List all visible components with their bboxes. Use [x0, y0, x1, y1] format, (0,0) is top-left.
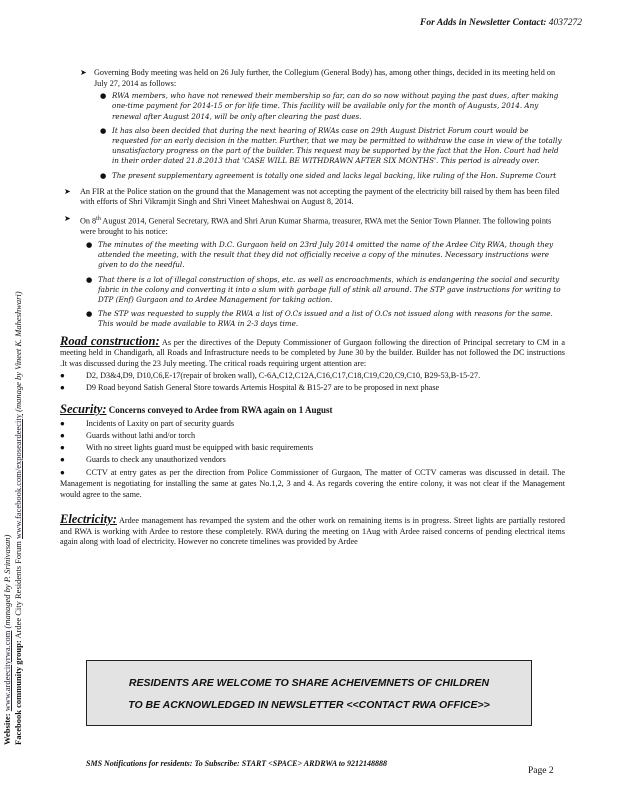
arrow-bullet-icon: ➤ [64, 186, 71, 196]
list-item: ● With no street lights guard must be equipped with basic requirements [60, 442, 314, 452]
list-item: ● D2, D3&4,D9, D10,C6,E-17(repair of broken wall), C-6A,C12,C12A,C16,C17,C18,C19,C20,C9,C10, B29-53,B-15-27. [60, 371, 481, 381]
list-item: ● Guards to check any unauthorized vendors [60, 454, 226, 464]
sidebar-website-line [2, 145, 13, 745]
sidebar-vertical [2, 145, 24, 745]
aug8-text: On 8th August 2014, General Secretary, RWA and Shri Arun Kumar Sharma, treasurer, RWA met the Senior Town Planner. The following points were brought to his notice: [80, 216, 552, 237]
website-link[interactable]: www.ardeecityrwa.com [2, 630, 12, 712]
aug8-points [80, 240, 565, 330]
page-number: Page 2 [528, 766, 554, 776]
list-item: ● It has also been decided that during the next hearing of RWAs case on 29th August District Forum court would be requested for an early decision in the matter. Further, that we may be permitted to withdraw the case in view of the totally unsatisfactory progress on the part of the builder. This request may be supported by the fact that the Hon. Court had held in their order dated 21.8.2013 that 'CASE WILL BE WITHDRAWN AFTER SIX MONTHS'. This period is already over. [100, 125, 562, 166]
road-section [60, 333, 565, 394]
list-item: ● The present supplementary agreement is totally one sided and lacks legal backing, like ruling of the Hon. Supreme Court [100, 170, 557, 180]
list-item: ● That there is a lot of illegal construction of shops, etc. as well as encroachments, which is endangering the social and security fabric in the colony and converting it into a slum with garbage full of stink all around. The STP gave instructions for writing to DTP (Enf) Gurgaon and to Ardee Management for taking action. [86, 274, 561, 304]
arrow-bullet-icon: ➤ [80, 68, 87, 77]
security-subtitle: Concerns conveyed to Ardee from RWA again on 1 August [106, 405, 333, 416]
facebook-label: Facebook community group: [13, 640, 23, 745]
electricity-section [60, 514, 565, 548]
header-contact [420, 18, 582, 28]
list-item: ● The minutes of the meeting with D.C. Gurgaon held on 23rd July 2014 omitted the name of the Ardee City RWA, though they attended the meeting, with the result that they did not officially receive a copy of the minutes. Necessary instructions were given to do the needful. [86, 239, 554, 270]
security-title: Security: [60, 402, 107, 417]
list-item: ● RWA members, who have not renewed their membership so far, can do so now without paying the past dues, after making one-time payment for 2014-15 or for life time. This facility will be available only for the month of Augusts, 2014. Any renewal after August 2014, will be only after clearing the past dues. [100, 91, 559, 121]
website-label: Website: [2, 713, 12, 745]
notice-line-1: RESIDENTS ARE WELCOME TO SHARE ACHEIVEMNETS OF CHILDREN [128, 677, 490, 689]
notice-line-2: TO BE ACKNOWLEDGED IN NEWSLETTER <<CONTACT RWA OFFICE>> [128, 699, 490, 711]
list-item: ● D9 Road beyond Satish General Store towards Artemis Hospital & B15-27 are to be proposed in next phase [60, 383, 440, 393]
facebook-link[interactable]: www.facebook.com/exposeardeecity [13, 414, 23, 540]
road-title: Road construction: [60, 333, 160, 348]
header-text: For Adds in Newsletter Contact: [420, 18, 549, 28]
governing-intro: Governing Body meeting was held on 26 July further, the Collegium (General Body) has, among other things, decided in its meeting held on July 27, 2014 as follows: [94, 68, 556, 88]
security-list [60, 419, 565, 466]
list-item: ● Incidents of Laxity on part of security guards [60, 418, 235, 428]
list-item: ● The STP was requested to supply the RWA a list of O.Cs issued and a list of O.Cs not issued along with reasons for the same. This would be made available to RWA in 2-3 days time. [86, 309, 553, 329]
road-text: As per the directives of the Deputy Commissioner of Gurgaon following the direction of Principal secretary to CM in a meeting held in Chandigarh, all Roads and Infrastructure needs to be completed by June 30 by the builder. Builder has not followed the DC instructions .It was discussed during the 23 July meeting. The critical roads requiring urgent attention are: [60, 337, 565, 368]
notice-box [86, 660, 532, 726]
electricity-text: Ardee management has revamped the system and the other work on remaining items is in progress. Street lights are partially restored and RWA is working with Ardee to restore these completely. RWA during the meeting on 1Aug with Ardee raised concerns of pending electrical items again along with load of electricity. However no concrete timelines was provided by Ardee [60, 516, 565, 547]
governing-points [94, 91, 565, 181]
facebook-group: Ardee City Residents Forum [13, 541, 23, 639]
electricity-title: Electricity: [60, 512, 117, 527]
governing-body-item [80, 68, 565, 181]
security-section [60, 404, 565, 500]
website-manager: (managed by P. Srinivasan) [2, 534, 12, 629]
arrow-bullet-icon: ➤ [64, 214, 71, 223]
road-list [60, 371, 565, 394]
cctv-text: ● CCTV at entry gates as per the direction from Police Commissioner of Gurgaon, The matter of CCTV cameras was discussed in detail. The Management is negotiating for installing the same at gates No.1,2, 3 and 4. As regards covering the entire colony, it was not clear if the Management would agree to the same. [60, 468, 565, 499]
sms-footer: SMS Notifications for residents: To Subscribe: START <SPACE> ARDRWA to 9212148888 [86, 759, 388, 768]
header-number: 4037272 [548, 18, 582, 28]
facebook-manager: (manage by Vineet K. Maheshwari) [13, 291, 23, 412]
main-content [60, 68, 565, 548]
aug8-item [60, 214, 565, 330]
fir-text: An FIR at the Police station on the ground that the Management was not accepting the payment of the electricity bill raised by them has been filed with efforts of Shri Vikramjit Singh and Shri Vineet Maheshwai on August 8, 2014. [80, 186, 560, 207]
fir-item [60, 187, 565, 208]
list-item: ● Guards without lathi and/or torch [60, 430, 196, 440]
sidebar-facebook-line [13, 145, 24, 745]
